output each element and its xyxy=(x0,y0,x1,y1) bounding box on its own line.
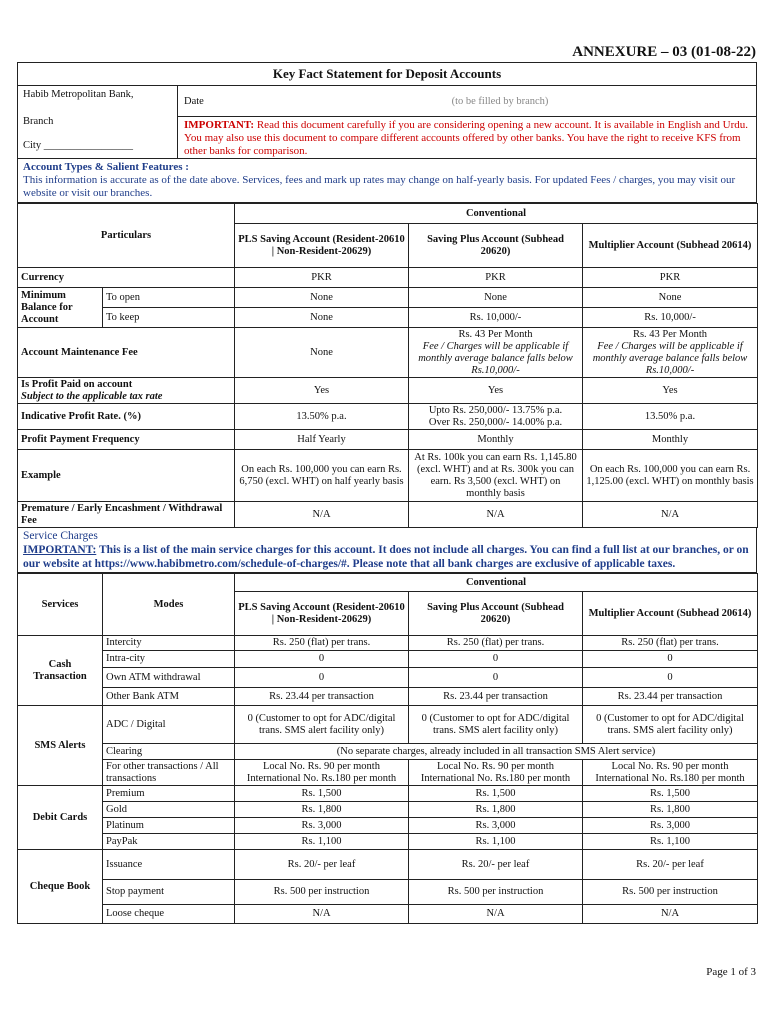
table-cell: None xyxy=(583,288,758,308)
date-important-block xyxy=(178,86,756,158)
profit-rate-label: Indicative Profit Rate. (%) xyxy=(18,404,235,430)
schedule-of-charges-link[interactable]: https://www.habibmetro.com/schedule-of-charges/# xyxy=(94,558,347,570)
sms-alerts-label: SMS Alerts xyxy=(18,706,103,786)
table-cell: None xyxy=(235,288,409,308)
col-saving-plus-header: Saving Plus Account (Subhead 20620) xyxy=(409,224,583,268)
table-cell: None xyxy=(235,328,409,378)
mode-label: Platinum xyxy=(103,818,235,834)
debit-cards-label: Debit Cards xyxy=(18,786,103,850)
table-cell: Rs. 1,500 xyxy=(583,786,758,802)
rate-tier: Upto Rs. 250,000/- 13.75% p.a. xyxy=(428,404,563,416)
table-cell: Rs. 3,000 xyxy=(235,818,409,834)
modes-header: Modes xyxy=(103,574,235,636)
table-cell: Rs. 1,800 xyxy=(409,802,583,818)
service-charges-note xyxy=(23,543,751,571)
table-cell: Local No. Rs. 90 per month International No. Rs.180 per month xyxy=(583,760,758,786)
table-cell: Rs. 250 (flat) per trans. xyxy=(409,636,583,651)
table-cell: PKR xyxy=(235,268,409,288)
mode-label: Intra-city xyxy=(103,651,235,668)
table-cell: Rs. 23.44 per transaction xyxy=(235,688,409,706)
table-cell: 0 xyxy=(583,668,758,688)
table-cell: (No separate charges, already included in all transaction SMS Alert service) xyxy=(235,744,758,760)
table-cell xyxy=(409,404,583,430)
table-cell: Rs. 1,500 xyxy=(235,786,409,802)
features-table xyxy=(17,203,758,528)
table-cell: 0 xyxy=(409,668,583,688)
service-charges-heading: Service Charges xyxy=(23,530,98,542)
min-balance-label: Minimum Balance for Account xyxy=(18,288,103,328)
rate-tier: Over Rs. 250,000/- 14.00% p.a. xyxy=(428,416,563,428)
annexure-label: ANNEXURE – 03 (01-08-22) xyxy=(572,44,756,60)
table-cell: None xyxy=(235,308,409,328)
important-label: IMPORTANT: xyxy=(184,119,255,131)
col-multiplier-header: Multiplier Account (Subhead 20614) xyxy=(583,224,758,268)
service-charges-block xyxy=(17,528,757,573)
table-cell: 0 (Customer to opt for ADC/digital trans. SMS alert facility only) xyxy=(409,706,583,744)
account-types-heading: Account Types & Salient Features : xyxy=(23,161,189,173)
profit-paid-sub: Subject to the applicable tax rate xyxy=(21,390,163,402)
table-cell: Half Yearly xyxy=(235,430,409,450)
table-cell: Rs. 250 (flat) per trans. xyxy=(235,636,409,651)
service-note-text-2: . Please note that all bank charges are exclusive of applicable taxes. xyxy=(346,558,676,570)
table-cell: Rs. 1,100 xyxy=(409,834,583,850)
premature-label: Premature / Early Encashment / Withdrawal Fee xyxy=(18,502,235,528)
table-cell: Rs. 1,100 xyxy=(583,834,758,850)
page-number: Page 1 of 3 xyxy=(706,966,756,978)
table-cell: 0 (Customer to opt for ADC/digital trans. SMS alert facility only) xyxy=(235,706,409,744)
table-cell: Rs. 500 per instruction xyxy=(235,880,409,905)
conventional-header: Conventional xyxy=(235,204,758,224)
profit-paid-label xyxy=(18,378,235,404)
table-cell: N/A xyxy=(235,905,409,924)
frequency-label: Profit Payment Frequency xyxy=(18,430,235,450)
table-cell: 13.50% p.a. xyxy=(235,404,409,430)
table-cell: Yes xyxy=(583,378,758,404)
bank-name: Habib Metropolitan Bank, xyxy=(23,89,134,100)
table-cell: Rs. 10,000/- xyxy=(583,308,758,328)
table-cell: N/A xyxy=(583,502,758,528)
mode-label: PayPak xyxy=(103,834,235,850)
mode-label: ADC / Digital xyxy=(103,706,235,744)
table-cell: 0 xyxy=(235,668,409,688)
important-text: Read this document carefully if you are considering opening a new account. It is available in English and Urdu. You may also use this document to compare different accounts offered by other banks. You have the right to receive KFS from other banks for comparison. xyxy=(184,119,749,157)
table-cell: Rs. 23.44 per transaction xyxy=(583,688,758,706)
table-cell: Rs. 1,500 xyxy=(409,786,583,802)
mode-label: Clearing xyxy=(103,744,235,760)
mode-label: Loose cheque xyxy=(103,905,235,924)
table-cell: Rs. 1,100 xyxy=(235,834,409,850)
table-cell: Local No. Rs. 90 per month International No. Rs.180 per month xyxy=(409,760,583,786)
account-types-block xyxy=(17,159,757,203)
mode-label: Intercity xyxy=(103,636,235,651)
to-open-label: To open xyxy=(103,288,235,308)
table-cell: Rs. 3,000 xyxy=(409,818,583,834)
table-cell: Rs. 1,800 xyxy=(583,802,758,818)
table-cell: 0 xyxy=(409,651,583,668)
date-row xyxy=(178,86,756,117)
table-cell: 0 xyxy=(583,651,758,668)
fee-condition: Fee / Charges will be applicable if monthly average balance falls below Rs.10,000/- xyxy=(418,340,573,376)
date-value: (to be filled by branch) xyxy=(451,95,549,107)
bank-info xyxy=(18,86,178,158)
table-cell: Rs. 1,800 xyxy=(235,802,409,818)
table-cell: Rs. 10,000/- xyxy=(409,308,583,328)
table-cell: Rs. 500 per instruction xyxy=(409,880,583,905)
table-cell: N/A xyxy=(235,502,409,528)
profit-paid-title: Is Profit Paid on account xyxy=(21,378,133,390)
table-cell: Rs. 20/- per leaf xyxy=(583,850,758,880)
table-cell: Rs. 3,000 xyxy=(583,818,758,834)
maintenance-fee-label: Account Maintenance Fee xyxy=(18,328,235,378)
table-cell: PKR xyxy=(409,268,583,288)
cheque-book-label: Cheque Book xyxy=(18,850,103,924)
mode-label: Gold xyxy=(103,802,235,818)
service-important-label: IMPORTANT: xyxy=(23,544,97,556)
conventional-header: Conventional xyxy=(235,574,758,592)
table-cell: 0 xyxy=(235,651,409,668)
service-note-text: This is a list of the main service charges for this account. It does not include all charges. You can find a full list at our branches, or on our website at xyxy=(23,544,749,570)
services-header: Services xyxy=(18,574,103,636)
table-cell: PKR xyxy=(583,268,758,288)
date-label: Date xyxy=(184,95,204,107)
kfs-document xyxy=(17,62,757,924)
to-keep-label: To keep xyxy=(103,308,235,328)
table-cell: Monthly xyxy=(409,430,583,450)
table-cell: 13.50% p.a. xyxy=(583,404,758,430)
table-cell: At Rs. 100k you can earn Rs. 1,145.80 (excl. WHT) and at Rs. 300k you can earn. Rs 3,500 (excl. WHT) on monthly basis xyxy=(409,450,583,502)
table-cell: Rs. 500 per instruction xyxy=(583,880,758,905)
table-cell: Rs. 250 (flat) per trans. xyxy=(583,636,758,651)
table-cell xyxy=(583,328,758,378)
example-label: Example xyxy=(18,450,235,502)
fee-condition: Fee / Charges will be applicable if monthly average balance falls below Rs.10,000/- xyxy=(592,340,748,376)
branch-label: Branch xyxy=(23,116,54,127)
table-cell: N/A xyxy=(409,502,583,528)
mode-label: For other transactions / All transactions xyxy=(103,760,235,786)
mode-label: Stop payment xyxy=(103,880,235,905)
table-cell: N/A xyxy=(583,905,758,924)
important-notice xyxy=(178,117,756,160)
service-charges-table xyxy=(17,573,758,924)
table-cell xyxy=(409,328,583,378)
col-multiplier-header: Multiplier Account (Subhead 20614) xyxy=(583,592,758,636)
table-cell: Rs. 20/- per leaf xyxy=(409,850,583,880)
table-cell: Rs. 20/- per leaf xyxy=(235,850,409,880)
table-cell: None xyxy=(409,288,583,308)
fee-amount: Rs. 43 Per Month xyxy=(632,328,708,340)
mode-label: Own ATM withdrawal xyxy=(103,668,235,688)
table-cell: On each Rs. 100,000 you can earn Rs. 1,125.00 (excl. WHT) on monthly basis xyxy=(583,450,758,502)
table-cell: 0 (Customer to opt for ADC/digital trans. SMS alert facility only) xyxy=(583,706,758,744)
col-pls-header: PLS Saving Account (Resident-20610 | Non-Resident-20629) xyxy=(235,224,409,268)
fee-amount: Rs. 43 Per Month xyxy=(458,328,533,340)
cash-transaction-label: Cash Transaction xyxy=(18,636,103,706)
account-types-text: This information is accurate as of the date above. Services, fees and mark up rates may change on half-yearly basis. For updated Fees / charges, you may visit our website or visit our branches. xyxy=(23,174,736,199)
table-cell: On each Rs. 100,000 you can earn Rs. 6,750 (excl. WHT) on half yearly basis xyxy=(235,450,409,502)
table-cell: Yes xyxy=(235,378,409,404)
table-cell: N/A xyxy=(409,905,583,924)
col-saving-plus-header: Saving Plus Account (Subhead 20620) xyxy=(409,592,583,636)
particulars-header: Particulars xyxy=(18,204,235,268)
table-cell: Yes xyxy=(409,378,583,404)
table-cell: Monthly xyxy=(583,430,758,450)
table-cell: Local No. Rs. 90 per month International No. Rs.180 per month xyxy=(235,760,409,786)
city-label: City _________________ xyxy=(23,140,133,151)
header-block xyxy=(17,86,757,159)
mode-label: Issuance xyxy=(103,850,235,880)
col-pls-header: PLS Saving Account (Resident-20610 | Non-Resident-20629) xyxy=(235,592,409,636)
document-title: Key Fact Statement for Deposit Accounts xyxy=(17,62,757,86)
currency-label: Currency xyxy=(18,268,235,288)
table-cell: Rs. 23.44 per transaction xyxy=(409,688,583,706)
mode-label: Other Bank ATM xyxy=(103,688,235,706)
mode-label: Premium xyxy=(103,786,235,802)
